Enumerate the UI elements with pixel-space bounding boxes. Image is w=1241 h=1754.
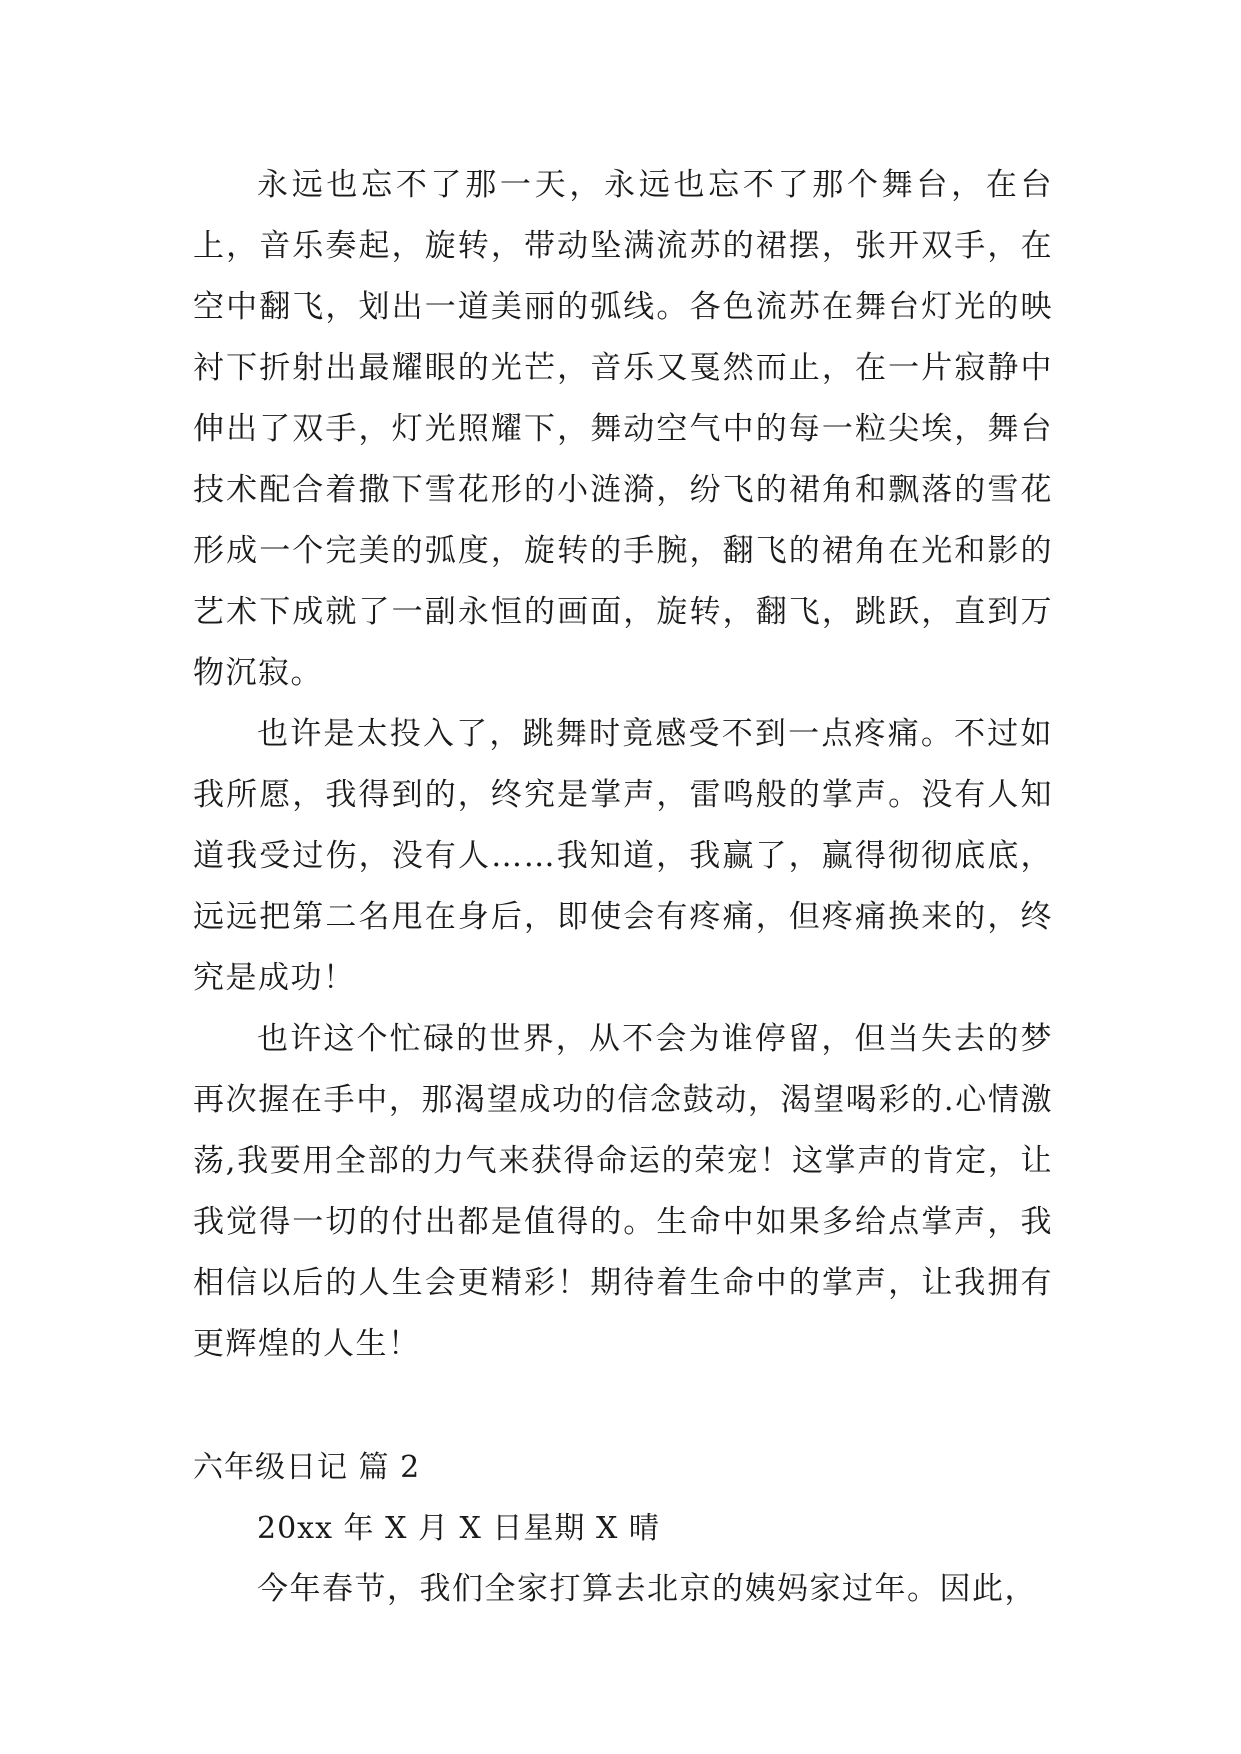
paragraph-reflection: 也许这个忙碌的世界，从不会为谁停留，但当失去的梦再次握在手中，那渴望成功的信念鼓动，渴望喝彩的.心情激荡,我要用全部的力气来获得命运的荣宠！这掌声的肯定，让我觉得一切的付出都是值得的。生命中如果多给点掌声，我相信以后的人生会更精彩！期待着生命中的掌声，让我拥有更辉煌的人生！: [193, 1021, 1053, 1362]
paragraph-dance-memory: 永远也忘不了那一天，永远也忘不了那个舞台，在台上，音乐奏起，旋转，带动坠满流苏的裙摆，张开双手，在空中翻飞，划出一道美丽的弧线。各色流苏在舞台灯光的映衬下折射出最耀眼的光芒，音乐又戛然而止，在一片寂静中伸出了双手，灯光照耀下，舞动空气中的每一粒尖埃，舞台技术配合着撒下雪花形的小涟漪，纷飞的裙角和飘落的雪花形成一个完美的弧度，旋转的手腕，翻飞的裙角在光和影的艺术下成就了一副永恒的画面，旋转，翻飞，跳跃，直到万物沉寂。: [193, 167, 1053, 691]
section-heading: 六年级日记 篇 2: [193, 1450, 421, 1485]
paragraph-spring-festival: 今年春节，我们全家打算去北京的姨妈家过年。因此，: [257, 1571, 1037, 1607]
paragraph-applause: 也许是太投入了，跳舞时竟感受不到一点疼痛。不过如我所愿，我得到的，终究是掌声，雷鸣般的掌声。没有人知道我受过伤，没有人……我知道，我赢了，赢得彻彻底底，远远把第二名甩在身后，即使会有疼痛，但疼痛换来的，终究是成功！: [193, 716, 1053, 996]
diary-date-line: 20xx 年 X 月 X 日星期 X 晴: [257, 1511, 660, 1546]
document-body: [193, 155, 1053, 1620]
